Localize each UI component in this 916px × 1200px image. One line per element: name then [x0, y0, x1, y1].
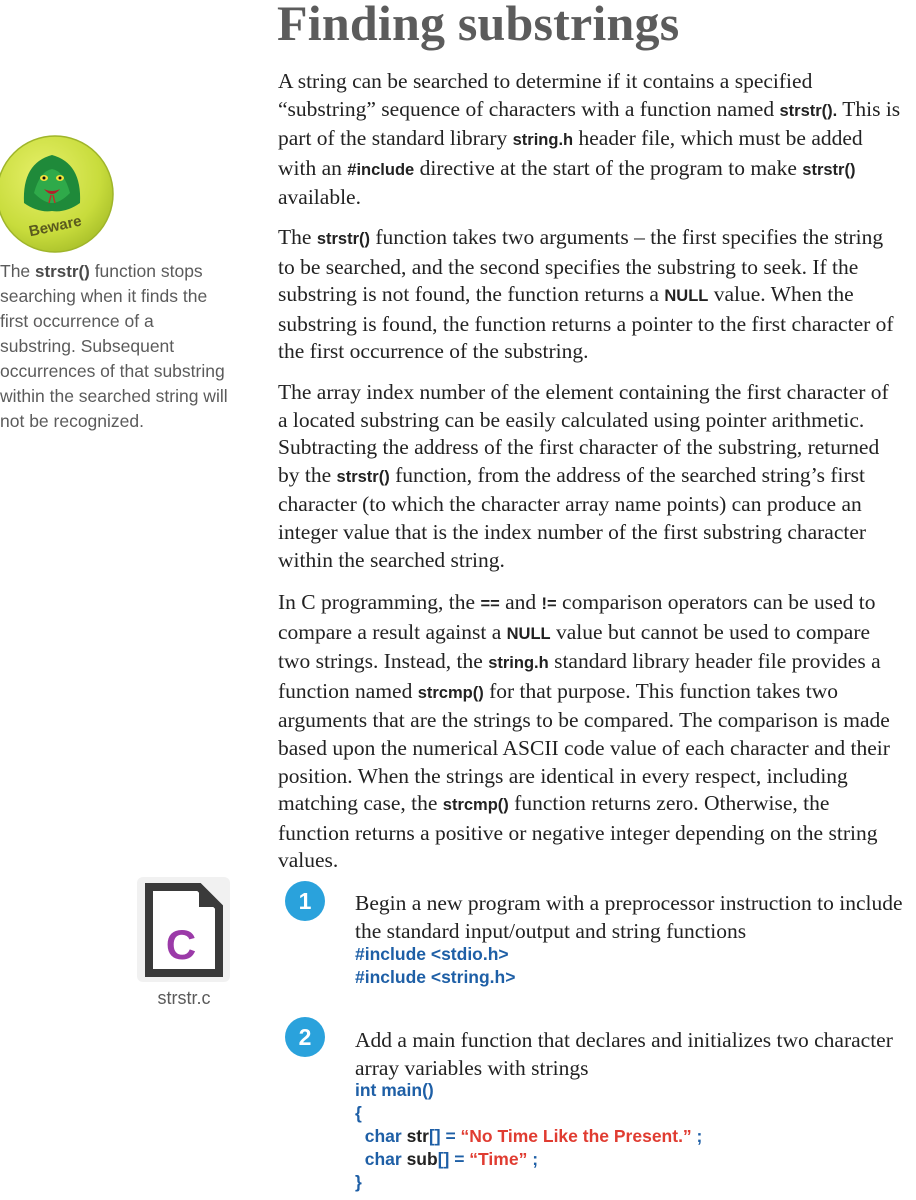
c-file-icon [137, 877, 230, 982]
step-number-badge: 2 [285, 1017, 325, 1057]
file-name: strstr.c [157, 988, 211, 1008]
step-2-code: int main() { char str[] = “No Time Like the Present.” ; char sub[] = “Time” ; } [355, 1080, 703, 1192]
paragraph-2: The strstr() function takes two arguments – the first specifies the string to be searched, and the second specifies the substring to seek. If the substring is not found, the function returns a NULL value. When the substring is found, the function returns a pointer to the first character of the first occurrence of the substring. [278, 225, 894, 364]
paragraph-1: A string can be searched to determine if it contains a specified “substring” sequence of characters with a function named strstr(). This is part of the standard library string.h header file, which must be added with an #include directive at the start of the program to make strstr() available. [278, 69, 901, 210]
paragraph-3: The array index number of the element containing the first character of a located substring can be easily calculated using pointer arithmetic. Subtracting the address of the first character of the substring, returned by the strstr() function, from the address of the searched string’s first character (to which the character array name points) can produce an integer value that is the index number of the first substring character within the searched string. [278, 380, 889, 572]
beware-badge [0, 133, 116, 255]
badge-label: Beware [27, 212, 84, 241]
paragraph-4: In C programming, the == and != comparison operators can be used to compare a result against a NULL value but cannot be used to compare two strings. Instead, the string.h standard library header file provides a function named strcmp() for that purpose. This function takes two arguments that are the strings to be compared. The comparison is made based upon the numerical ASCII code value of each character and their position. When the strings are identical in every respect, including matching case, the strcmp() function returns zero. Otherwise, the function returns a positive or negative integer depending on the string values. [278, 590, 890, 873]
step-1-code: #include <stdio.h> #include <string.h> [355, 944, 516, 987]
beware-note: The strstr() function stops searching when it finds the first occurrence of a substring. Subsequent occurrences of that substring within the searched string will not be recognized. [0, 261, 228, 431]
step-number-badge: 1 [285, 881, 325, 921]
step-1-text: Begin a new program with a preprocessor instruction to include the standard input/output and string functions [355, 891, 903, 943]
page-title: Finding substrings [277, 0, 680, 51]
file-icon-letter: C [165, 921, 197, 968]
step-2-text: Add a main function that declares and initializes two character array variables with strings [355, 1028, 893, 1080]
